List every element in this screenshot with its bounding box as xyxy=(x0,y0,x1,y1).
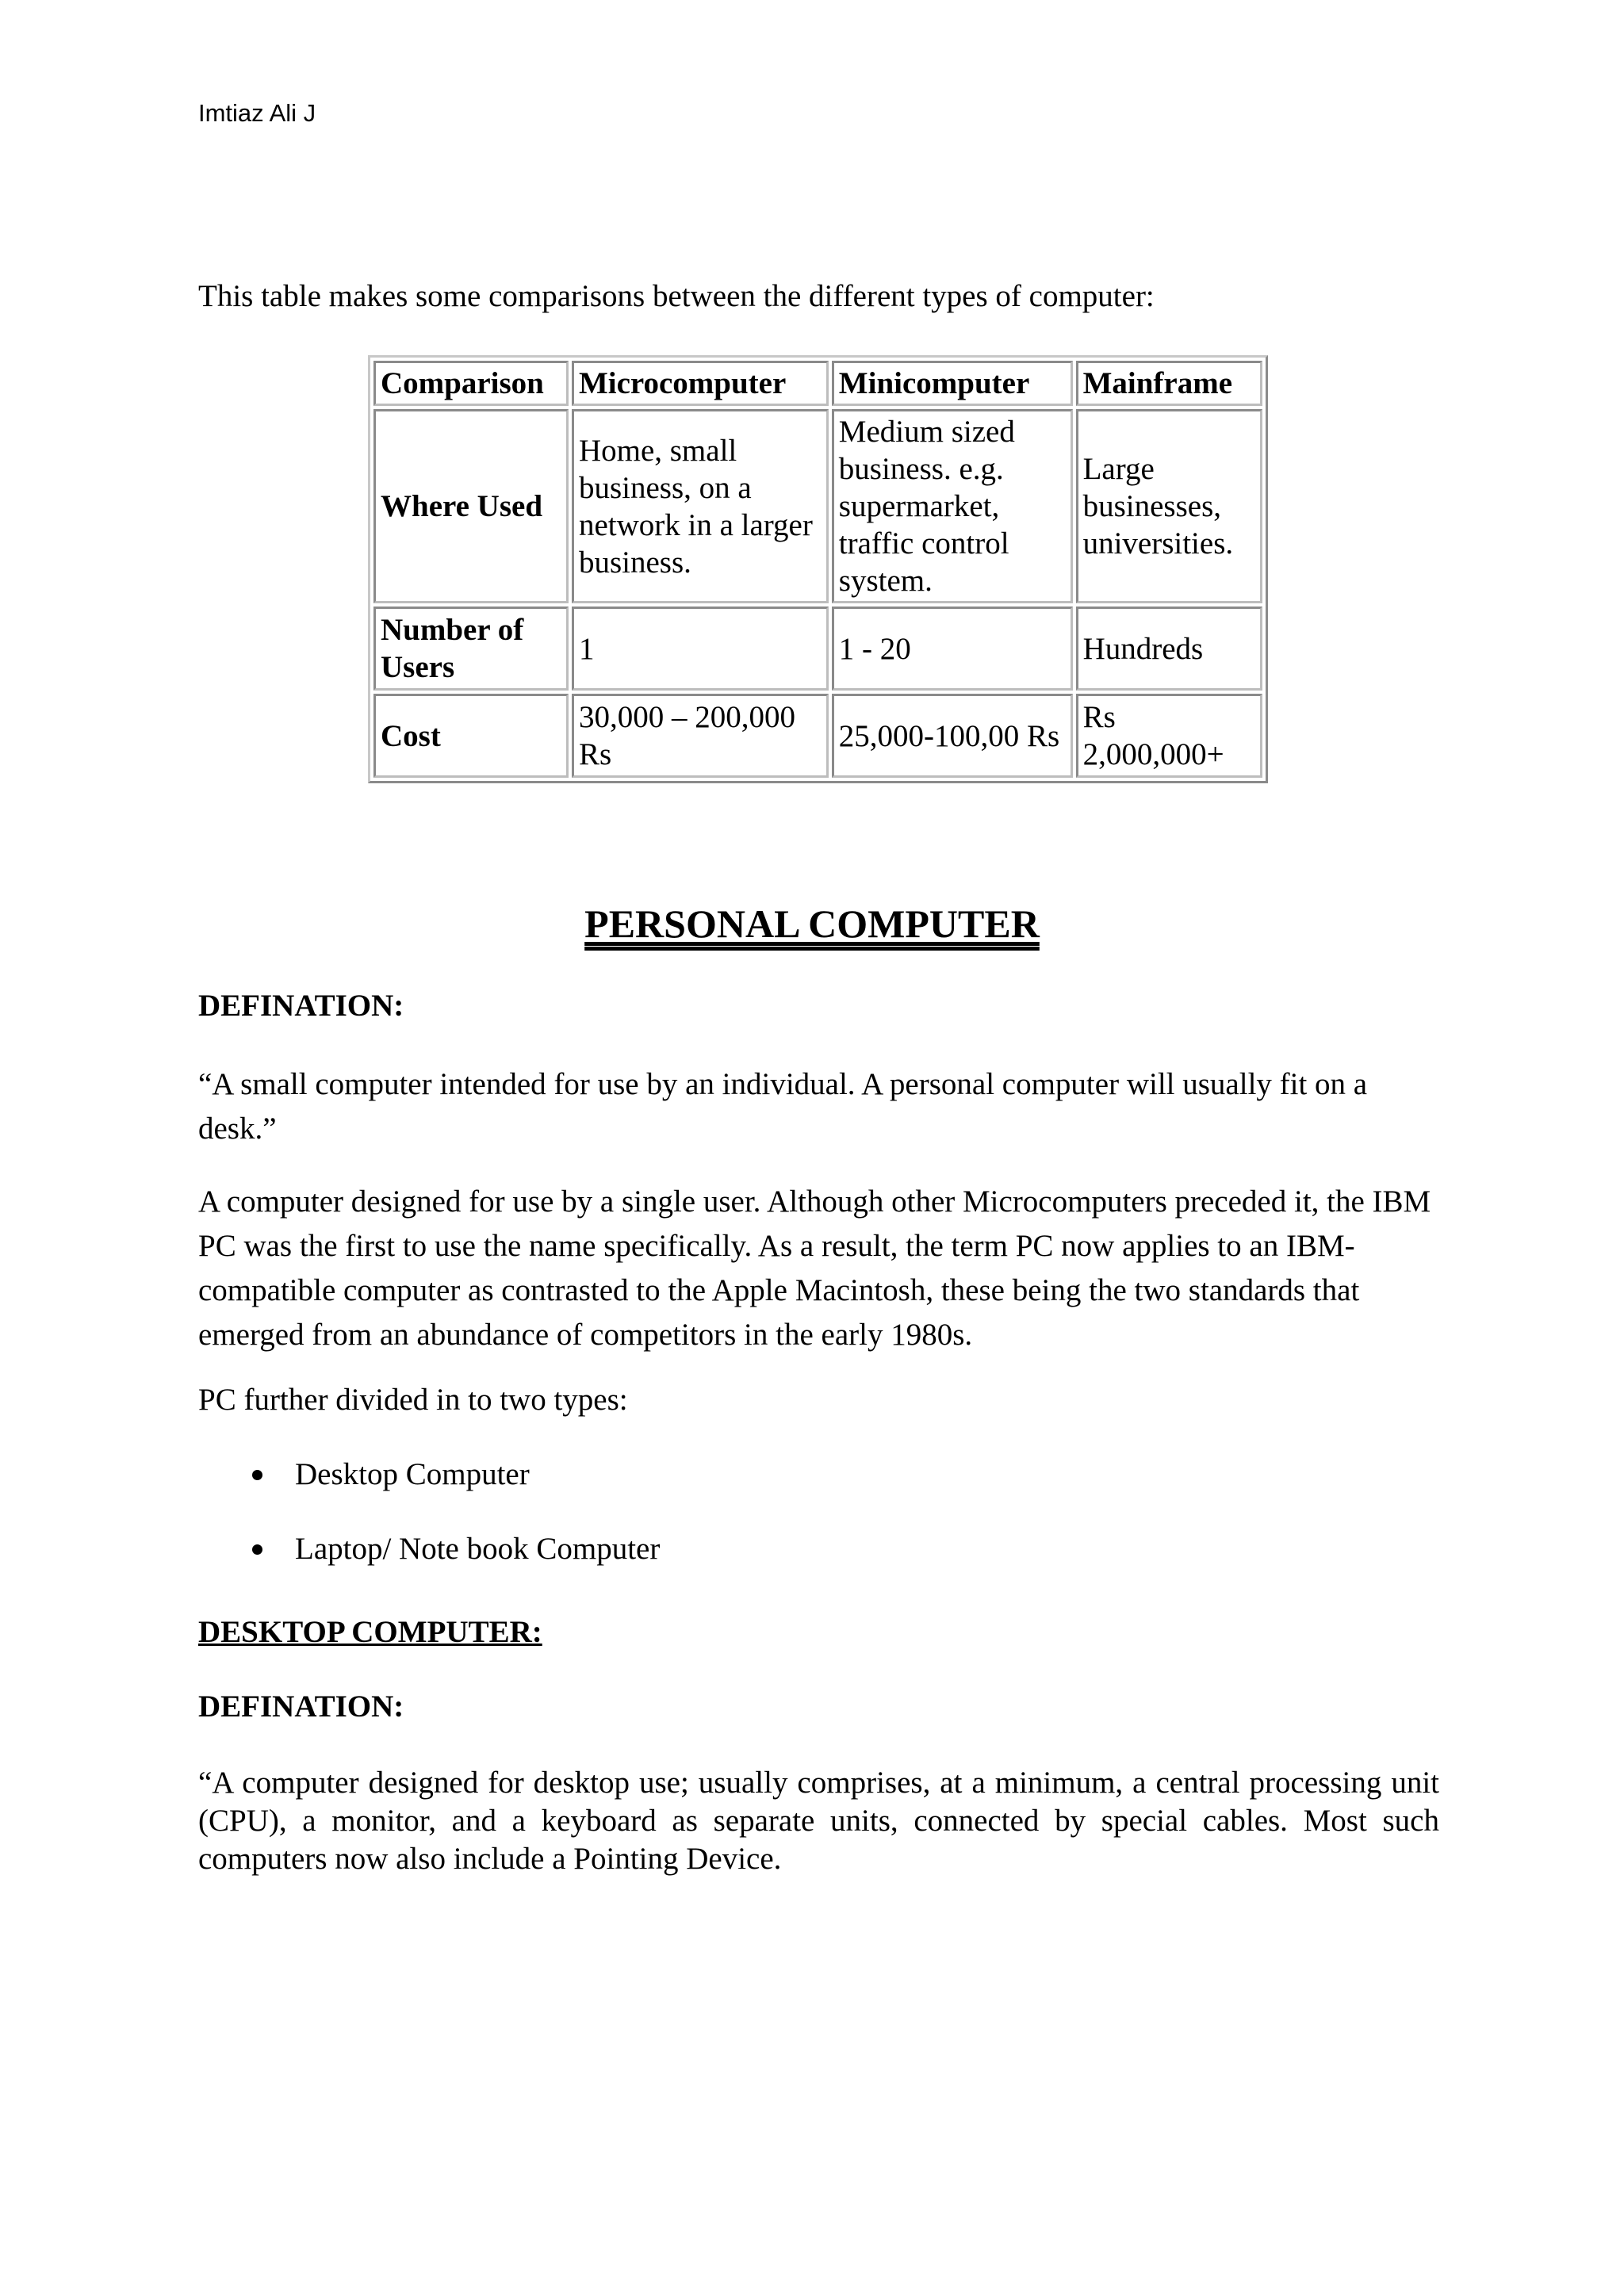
comparison-table xyxy=(368,355,1268,783)
table-header-cell: Microcomputer xyxy=(572,361,829,406)
table-cell: Hundreds xyxy=(1076,607,1262,691)
section-title xyxy=(0,901,1624,947)
intro-paragraph: This table makes some comparisons between the different types of computer: xyxy=(198,279,1155,313)
pc-types-intro: PC further divided in to two types: xyxy=(198,1383,628,1417)
list-item-text: Laptop/ Note book Computer xyxy=(295,1532,661,1566)
desktop-defination-heading: DEFINATION: xyxy=(198,1689,404,1724)
list-item xyxy=(246,1452,660,1497)
page-header-author: Imtiaz Ali J xyxy=(198,99,316,127)
table-header-cell: Minicomputer xyxy=(832,361,1073,406)
pc-types-list xyxy=(246,1452,660,1601)
desktop-definition: “A computer designed for desktop use; usually comprises, at a minimum, a central processing unit (CPU), a monitor, and a keyboard as separate units, connected by special cables. Most such computers now also include a Pointing Device. xyxy=(198,1766,1439,1876)
defination-heading: DEFINATION: xyxy=(198,989,404,1023)
table-cell: 1 - 20 xyxy=(832,607,1073,691)
table-cell: 1 xyxy=(572,607,829,691)
table-cell: Large businesses, universities. xyxy=(1076,409,1262,603)
table-cell: Home, small business, on a network in a larger business. xyxy=(572,409,829,603)
desktop-computer-heading: DESKTOP COMPUTER: xyxy=(198,1615,542,1649)
bullet-icon xyxy=(252,1544,262,1555)
table-cell: 30,000 – 200,000 Rs xyxy=(572,694,829,778)
table-row xyxy=(373,409,1262,603)
bullet-icon xyxy=(252,1470,262,1480)
table-header-cell: Comparison xyxy=(373,361,569,406)
pc-paragraph: A computer designed for use by a single user. Although other Microcomputers preceded it, the IBM PC was the first to use the name specifically. As a result, the term PC now applies to an IBM-compatible computer as contrasted to the Apple Macintosh, these being the two standards that emerged from an abundance of competitors in the early 1980s. xyxy=(198,1184,1431,1352)
table-row-label: Where Used xyxy=(373,409,569,603)
table-row-label: Number of Users xyxy=(373,607,569,691)
list-item xyxy=(246,1527,660,1571)
table-row-label: Cost xyxy=(373,694,569,778)
table-cell: 25,000-100,00 Rs xyxy=(832,694,1073,778)
section-title-text: PERSONAL COMPUTER xyxy=(584,901,1040,946)
table-row xyxy=(373,694,1262,778)
table-row xyxy=(373,607,1262,691)
list-item-text: Desktop Computer xyxy=(295,1457,530,1491)
table-header-row xyxy=(373,361,1262,406)
table-header-cell: Mainframe xyxy=(1076,361,1262,406)
definition-quote: “A small computer intended for use by an individual. A personal computer will usually fit on a desk.” xyxy=(198,1067,1368,1146)
table-cell: Rs 2,000,000+ xyxy=(1076,694,1262,778)
table-cell: Medium sized business. e.g. supermarket, traffic control system. xyxy=(832,409,1073,603)
